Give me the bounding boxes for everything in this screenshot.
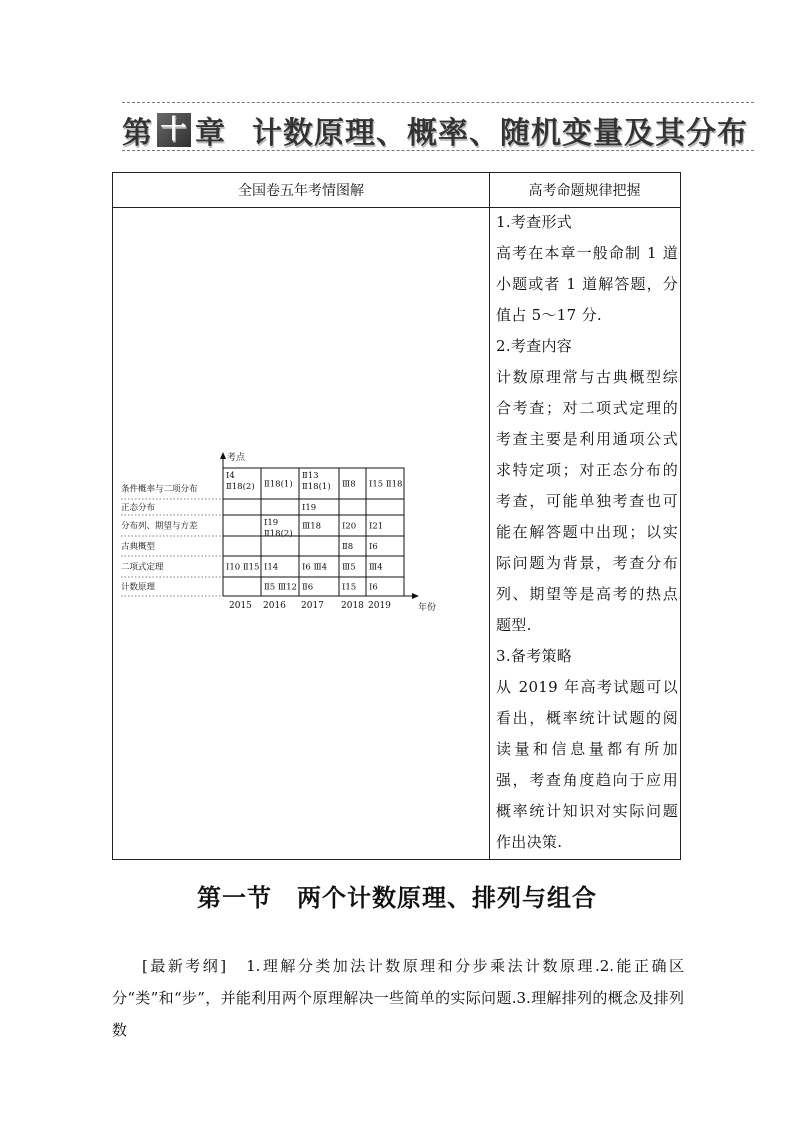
exam-topic-chart <box>113 173 489 833</box>
chapter-name: 计数原理、概率、随机变量及其分布 <box>252 116 748 151</box>
chart-cell-value: Ⅲ4 <box>369 562 383 573</box>
chart-cell-value: Ⅱ5 Ⅲ12 <box>264 582 297 593</box>
chart-x-axis-label: 年份 <box>418 603 437 613</box>
exam-rules-text <box>496 207 678 858</box>
chart-row-label: 条件概率与二项分布 <box>121 484 198 495</box>
chart-row-label: 分布列、期望与方差 <box>121 521 198 532</box>
chart-cell-value: Ⅱ13 <box>302 471 319 481</box>
chart-cell-value: Ⅰ15 <box>342 582 357 593</box>
chapter-rule-top <box>122 102 754 103</box>
chart-year-label-2017: 2017 <box>301 601 324 611</box>
chart-cell-value: Ⅲ18 <box>302 521 322 532</box>
chart-y-arrow <box>220 452 226 459</box>
chapter-title <box>122 110 748 150</box>
chart-cell-value: Ⅰ21 <box>369 521 384 532</box>
chart-cell-value: Ⅰ20 <box>342 521 357 532</box>
chapter-prefix: 第 <box>122 116 153 151</box>
chart-cell-value: Ⅱ18(2) <box>226 482 255 492</box>
chart-year-label-2019: 2019 <box>368 601 391 611</box>
rule-heading-form: 1.考查形式 <box>496 213 573 231</box>
rule-text-content: 计数原理常与古典概型综合考查；对二项式定理的考查主要是利用通项公式求特定项；对正态分布的考查，可能单独考查也可能在解答题中出现；以实际问题为背景，考查分布列、期望等是高考的热点题型. <box>496 368 678 634</box>
rule-text-form: 高考在本章一般命制 1 道小题或者 1 道解答题，分值占 5～17 分. <box>496 244 678 324</box>
rule-text-strategy: 从 2019 年高考试题可以看出，概率统计试题的阅读量和信息量都有所加强，考查角度趋向于应用概率统计知识对实际问题作出决策. <box>496 678 678 851</box>
chart-cell-value: Ⅱ18(2) <box>264 529 293 539</box>
chapter-suffix: 章 <box>195 116 226 151</box>
chart-year-label-2018: 2018 <box>341 601 364 611</box>
chart-row-label: 古典概型 <box>121 542 156 552</box>
chart-year-label-2016: 2016 <box>263 601 286 611</box>
chart-cell-value: Ⅰ6 <box>369 582 378 593</box>
rule-heading-content: 2.考查内容 <box>496 337 573 355</box>
chart-year-label-2015: 2015 <box>229 601 252 611</box>
chart-cell-value: Ⅰ4 <box>226 471 235 481</box>
chart-row-label: 二项式定理 <box>121 562 164 573</box>
exam-analysis-table <box>112 172 681 860</box>
section-title: 第一节 两个计数原理、排列与组合 <box>197 884 597 912</box>
chart-cell-value: Ⅰ19 <box>264 518 279 528</box>
chart-cell-value: Ⅰ6 <box>369 542 378 552</box>
chart-cell-value: Ⅱ18(1) <box>302 482 331 492</box>
chart-cell-value: Ⅰ14 <box>264 562 279 573</box>
chapter-rule-bottom <box>122 150 754 151</box>
chart-row-label: 正态分布 <box>121 503 156 513</box>
chart-cell-value: Ⅰ6 Ⅲ4 <box>302 562 328 573</box>
chart-cell-value: Ⅱ18(1) <box>264 479 293 490</box>
chart-y-axis-label: 考点 <box>227 453 246 463</box>
chart-cell-value: Ⅰ10 Ⅱ15 <box>226 562 260 573</box>
latest-outline-paragraph: [最新考纲] 1.理解分类加法计数原理和分步乘法计数原理.2.能正确区分“类”和“步”，并能利用两个原理解决一些简单的实际问题.3.理解排列的概念及排列数 <box>112 957 684 1039</box>
chart-cell-value: Ⅱ8 <box>342 542 354 552</box>
chapter-number-badge: 十 <box>157 113 191 147</box>
chart-cell-value: Ⅱ6 <box>302 582 314 593</box>
chart-x-arrow <box>412 593 419 599</box>
chart-cell-value: Ⅰ19 <box>302 503 317 513</box>
table-header-left: 全国卷五年考情图解 <box>113 173 490 207</box>
chart-cell-value: Ⅲ8 <box>342 479 356 490</box>
chart-cell-value: Ⅰ15 Ⅱ18 <box>369 479 403 490</box>
chart-cell-value: Ⅲ5 <box>342 562 356 573</box>
chart-row-label: 计数原理 <box>121 582 156 593</box>
rule-heading-strategy: 3.备考策略 <box>496 647 573 665</box>
column-divider <box>489 207 490 859</box>
table-header-right: 高考命题规律把握 <box>528 183 641 199</box>
